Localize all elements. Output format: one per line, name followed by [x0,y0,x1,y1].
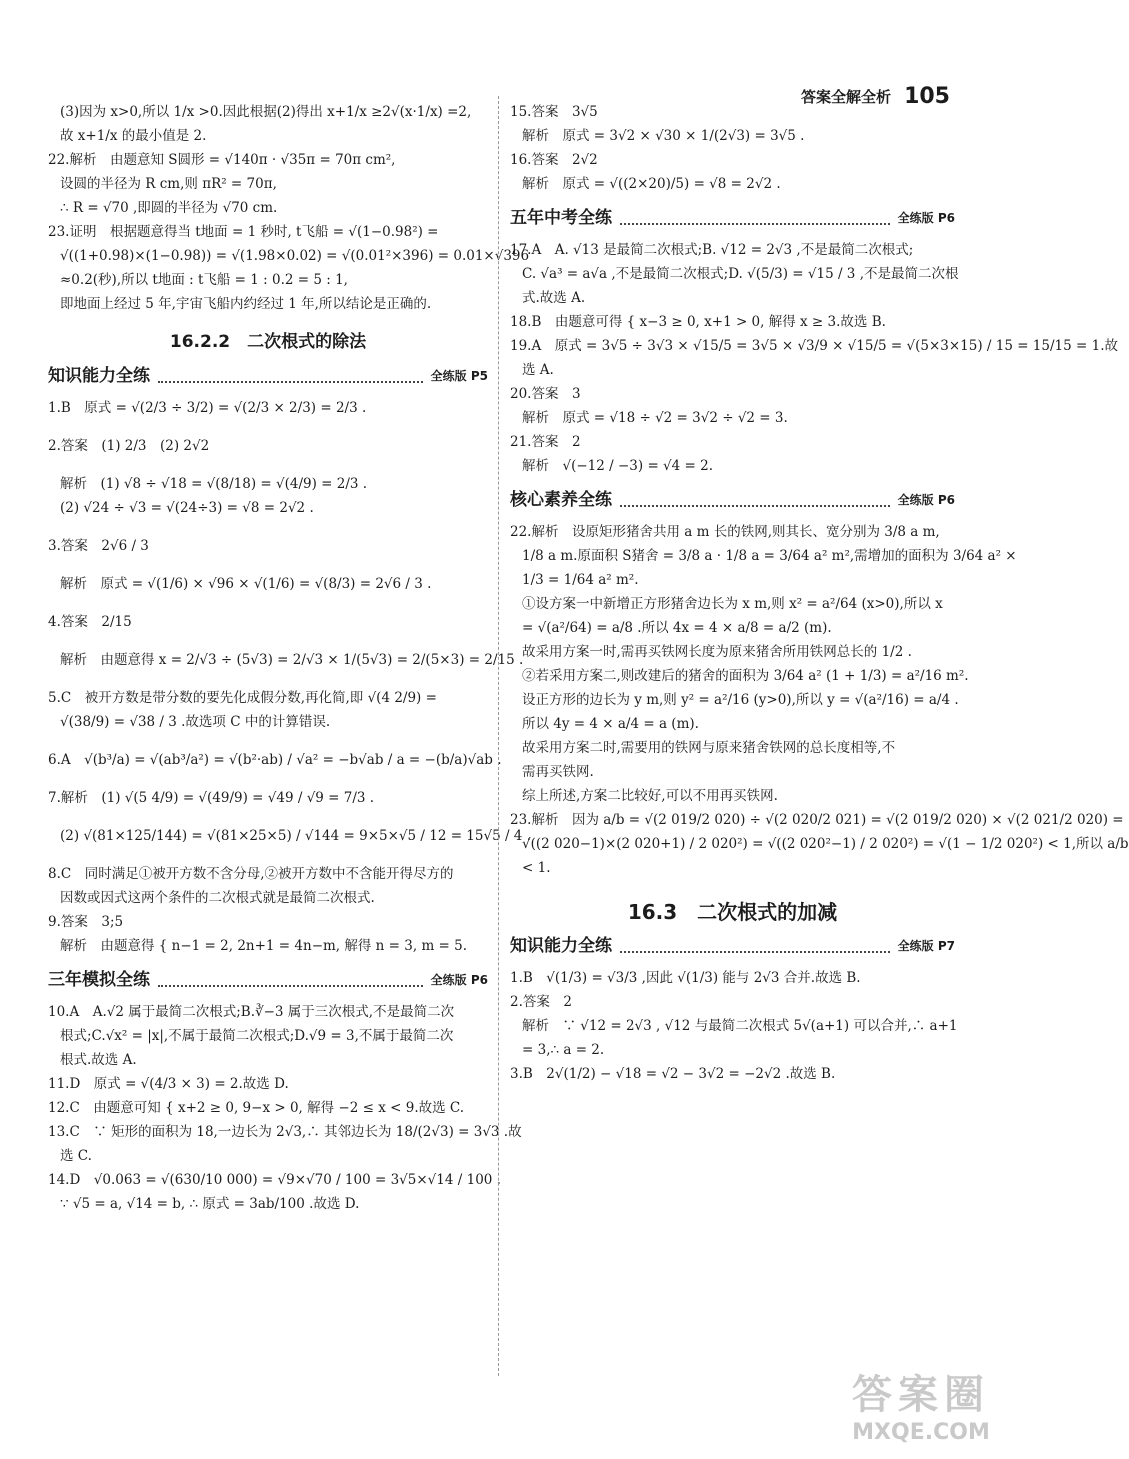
text-line: 根式;C.√x² = |x|,不属于最简二次根式;D.√9 = 3,不属于最简二次 [60,1028,454,1044]
section-name: 知识能力全练 [48,366,150,386]
text-line: 4.答案 2/15 [48,614,132,630]
text-line: 解析 原式 = 3√2 × √30 × 1/(2√3) = 3√5 . [522,128,805,144]
dotted-rule [620,223,890,225]
text-line: 12.C 由题意可知 { x+2 ≥ 0, 9−x > 0, 解得 −2 ≤ x < 9.故选 C. [48,1100,465,1116]
text-line: < 1. [522,860,551,876]
section-header [510,488,955,512]
text-line: 1.B 原式 = √(2/3 ÷ 3/2) = √(2/3 × 2/3) = 2/3 . [48,400,367,416]
spacer [48,596,488,610]
text-line: 式.故选 A. [522,290,586,306]
text-line: 8.C 同时满足①被开方数不含分母,②被开方数中不含能开得尽方的 [48,866,454,882]
spacer [48,772,488,786]
text-line: 故采用方案二时,需要用的铁网与原来猪舍铁网的总长度相等,不 [522,740,896,756]
text-line: 15.答案 3√5 [510,104,598,120]
text-line: ①设方案一中新增正方形猪舍边长为 x m,则 x² = a²/64 (x>0),所以 x [522,596,943,612]
text-line: 1/8 a m.原面积 S猪舍 = 3/8 a · 1/8 a = 3/64 a² m²,需增加的面积为 3/64 a² × [522,548,1017,564]
spacer [48,420,488,434]
edition-tag: 全练版 P5 [430,369,488,383]
spacer [48,672,488,686]
text-line: 解析 由题意得 x = 2/√3 ÷ (5√3) = 2/√3 × 1/(5√3) = 2/(5×3) = 2/15 . [60,652,524,668]
edition-tag: 全练版 P6 [897,493,955,507]
spacer [48,558,488,572]
text-line: (3)因为 x>0,所以 1/x >0.因此根据(2)得出 x+1/x ≥2√(x·1/x) =2, [60,104,472,120]
watermark-glyphs: 答案圈 [852,1372,990,1418]
section-name: 三年模拟全练 [48,970,150,990]
text-line: 解析 原式 = √((2×20)/5) = √8 = 2√2 . [522,176,781,192]
section-name: 知识能力全练 [510,936,612,956]
text-line: 综上所述,方案二比较好,可以不用再买铁网. [522,788,778,804]
section-header [510,206,955,230]
text-line: 16.答案 2√2 [510,152,598,168]
section-name: 核心素养全练 [510,490,612,510]
spacer [48,810,488,824]
spacer [48,520,488,534]
text-line: 18.B 由题意可得 { x−3 ≥ 0, x+1 > 0, 解得 x ≥ 3.故选 B. [510,314,886,330]
text-line: ②若采用方案二,则改建后的猪舍的面积为 3/64 a² (1 + 1/3) = a²/16 m². [522,668,969,684]
text-line: 选 C. [60,1148,92,1164]
section-header [510,934,955,958]
text-line: 3.B 2√(1/2) − √18 = √2 − 3√2 = −2√2 .故选 B. [510,1066,836,1082]
text-line: 10.A A.√2 属于最简二次根式;B.∛−3 属于三次根式,不是最简二次 [48,1004,455,1020]
text-line: 22.解析 由题意知 S圆形 = √140π · √35π = 70π cm², [48,152,396,168]
text-line: 解析 √(−12 / −3) = √4 = 2. [522,458,714,474]
text-line: 9.答案 3;5 [48,914,124,930]
dotted-rule [158,985,423,987]
section-header [48,968,488,992]
text-line: 故 x+1/x 的最小值是 2. [60,128,207,144]
spacer [48,734,488,748]
text-line: 7.解析 (1) √(5 4/9) = √(49/9) = √49 / √9 = 7/3 . [48,790,375,806]
spacer [48,458,488,472]
right-column [510,100,1129,1086]
section-title: 16.3 二次根式的加减 [627,900,838,924]
section-title: 16.2.2 二次根式的除法 [169,332,367,352]
text-line: 2.答案 (1) 2/3 (2) 2√2 [48,438,210,454]
watermark-logo [852,1363,990,1445]
text-line: 设圆的半径为 R cm,则 πR² = 70π, [60,176,277,192]
text-line: 20.答案 3 [510,386,581,402]
text-line: 即地面上经过 5 年,宇宙飞船内约经过 1 年,所以结论是正确的. [60,296,432,312]
text-line: (2) √24 ÷ √3 = √(24÷3) = √8 = 2√2 . [60,500,314,516]
text-line: 故采用方案一时,需再买铁网长度为原来猪舍所用铁网总长的 1/2 . [522,644,912,660]
page-number: 105 [904,84,950,109]
text-line: 14.D √0.063 = √(630/10 000) = √9×√70 / 100 = 3√5×√14 / 100 . [48,1172,501,1188]
text-line: 1/3 = 1/64 a² m². [522,572,639,588]
spacer [48,634,488,648]
text-line: 17.A A. √13 是最简二次根式;B. √12 = 2√3 ,不是最简二次根式; [510,242,914,258]
text-line: 根式.故选 A. [60,1052,137,1068]
text-line: 所以 4y = 4 × a/4 = a (m). [522,716,699,732]
dotted-rule [620,951,890,953]
edition-tag: 全练版 P6 [430,973,488,987]
section-header [48,364,488,388]
edition-tag: 全练版 P6 [897,211,955,225]
header-title: 答案全解全析 [800,88,891,106]
dotted-rule [620,505,890,507]
text-line: 22.解析 设原矩形猪舍共用 a m 长的铁网,则其长、宽分别为 3/8 a m, [510,524,940,540]
text-line: (2) √(81×125/144) = √(81×25×5) / √144 = 9×5×√5 / 12 = 15√5 / 4 . [60,828,531,844]
text-line: 设正方形的边长为 y m,则 y² = a²/16 (y>0),所以 y = √(a²/16) = a/4 . [522,692,959,708]
text-line: 解析 (1) √8 ÷ √18 = √(8/18) = √(4/9) = 2/3 . [60,476,368,492]
text-line: 解析 原式 = √18 ÷ √2 = 3√2 ÷ √2 = 3. [522,410,788,426]
text-line: 5.C 被开方数是带分数的要先化成假分数,再化简,即 √(4 2/9) = [48,690,437,706]
text-line: 因数或因式这两个条件的二次根式就是最简二次根式. [60,890,375,906]
text-line: ≈0.2(秒),所以 t地面 : t飞船 = 1 : 0.2 = 5 : 1, [60,272,348,288]
watermark-url: MXQE.COM [852,1420,990,1445]
text-line: 解析 原式 = √(1/6) × √96 × √(1/6) = √(8/3) = 2√6 / 3 . [60,576,432,592]
text-line: 23.解析 因为 a/b = √(2 019/2 020) ÷ √(2 020/2 021) = √(2 019/2 020) × √(2 021/2 020) = [510,812,1124,828]
text-line: 解析 由题意得 { n−1 = 2, 2n+1 = 4n−m, 解得 n = 3, m = 5. [60,938,468,954]
text-line: 19.A 原式 = 3√5 ÷ 3√3 × √15/5 = 3√5 × √3/9 × √15/5 = √(5×3×15) / 15 = 15/15 = 1.故 [510,338,1118,354]
text-line: ∴ R = √70 ,即圆的半径为 √70 cm. [60,200,278,216]
text-line: 2.答案 2 [510,994,572,1010]
section-name: 五年中考全练 [510,208,612,228]
text-line: √((1+0.98)×(1−0.98)) = √(1.98×0.02) = √(0.01²×396) = 0.01×√396 [60,248,530,264]
dotted-rule [158,381,423,383]
text-line: 需再买铁网. [522,764,594,780]
text-line: C. √a³ = a√a ,不是最简二次根式;D. √(5/3) = √15 / 3 ,不是最简二次根 [522,266,959,282]
text-line: 解析 ∵ √12 = 2√3 , √12 与最简二次根式 5√(a+1) 可以合并,∴ a+1 [522,1018,958,1034]
left-column [48,100,531,1216]
text-line: 21.答案 2 [510,434,581,450]
text-line: 13.C ∵ 矩形的面积为 18,一边长为 2√3,∴ 其邻边长为 18/(2√3) = 3√3 .故 [48,1124,522,1140]
text-line: √((2 020−1)×(2 020+1) / 2 020²) = √((2 020²−1) / 2 020²) = √(1 − 1/2 020²) < 1,所以 a/b [522,836,1129,852]
text-line: = 3,∴ a = 2. [522,1042,605,1058]
text-line: = √(a²/64) = a/8 .所以 4x = 4 × a/8 = a/2 (m). [522,620,832,636]
text-line: ∵ √5 = a, √14 = b, ∴ 原式 = 3ab/100 .故选 D. [60,1196,360,1212]
spacer [48,848,488,862]
text-line: 1.B √(1/3) = √3/3 ,因此 √(1/3) 能与 2√3 合并.故选 B. [510,970,861,986]
text-line: 11.D 原式 = √(4/3 × 3) = 2.故选 D. [48,1076,289,1092]
text-line: 6.A √(b³/a) = √(ab³/a²) = √(b²·ab) / √a² = −b√ab / a = −(b/a)√ab . [48,752,502,768]
text-line: 3.答案 2√6 / 3 [48,538,149,554]
edition-tag: 全练版 P7 [897,939,955,953]
column-divider [498,96,499,1376]
text-line: 选 A. [522,362,554,378]
text-line: 23.证明 根据题意得当 t地面 = 1 秒时, t飞船 = √(1−0.98²) = [48,224,439,240]
text-line: √(38/9) = √38 / 3 .故选项 C 中的计算错误. [60,714,331,730]
